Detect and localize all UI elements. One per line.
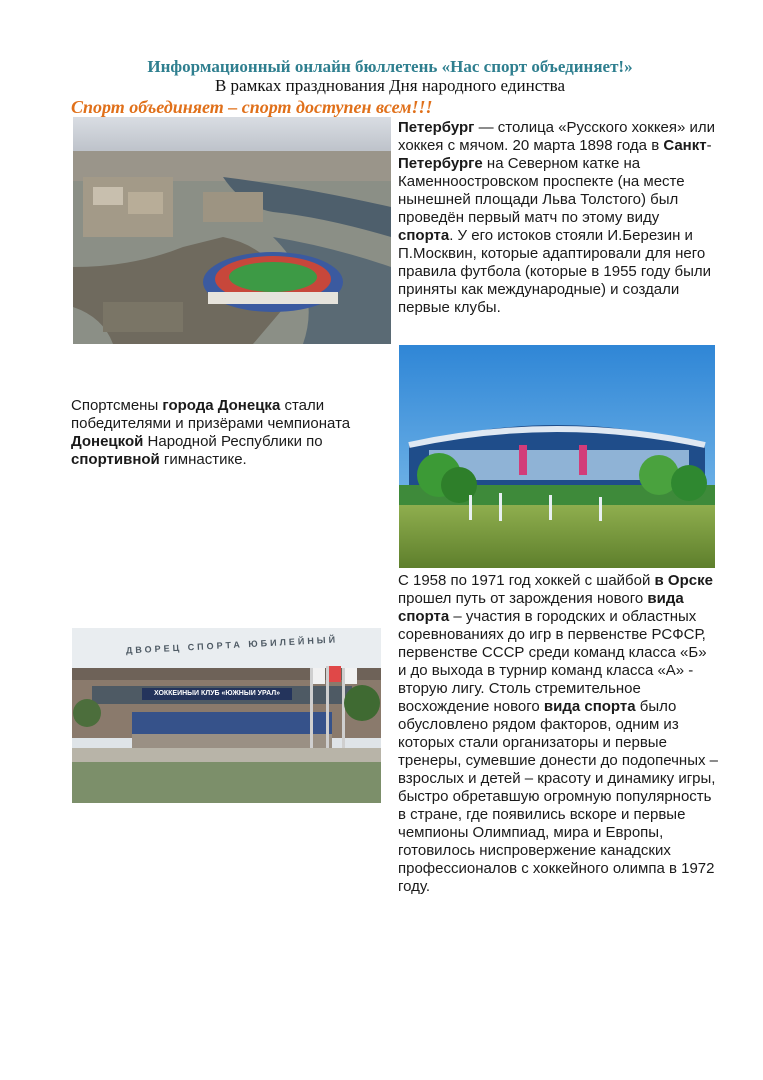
donetsk-bold-name: Донецкой [71,433,144,450]
donetsk-bold-sport: спортивной [71,451,160,468]
building-sign: ДВОРЕЦ СПОРТА ЮБИЛЕЙНЫЙ [125,634,339,656]
orsk-text-part: было обусловлено рядом факторов, одним из которых стали организаторы и первые тренеры, сумевшие донести до подопечных – взрослых и детей – красоту и динамику игры, быстро обретавшую огромную популярность в стране, где появились вскоре и первые чемпионы Олимпиад, мира и Европы, готовилось ниспровержение канадских профессионалов с хоккейного олимпа в 1972 году. [398,698,719,895]
donetsk-text-part: Народной Республики по [143,433,323,450]
spb-bold-1: Санкт [663,137,707,154]
donetsk-arena-photo [399,345,715,568]
bulletin-title: Информационный онлайн бюллетень «Нас спорт объединяет!» [147,57,633,76]
orsk-bold-sport-1: вида спорта [398,590,684,625]
donetsk-bold-city: города Донецка [162,397,281,414]
petersburg-text-part: . У его истоков стояли И.Березин и П.Москвин, которые адаптировали для него правила футбола (которые в 1955 году были приняты как международные) и создали первые клубы. [398,227,711,316]
petersburg-text-part: — столица «Русского хоккея» или хоккея с мячом. 20 марта 1898 года в [398,119,716,154]
bulletin-subtitle: В рамках празднования Дня народного единства [214,76,566,95]
orsk-text-part: прошел путь от зарождения нового [398,590,648,607]
spb-bold-2: Петербурге [398,155,483,172]
donetsk-text [71,397,371,469]
petersburg-text-part: на Северном катке на Каменноостровском проспекте (на месте нынешней площади Льва Толстого) был проведён первый матч по этому виду [398,155,685,226]
orsk-palace-photo [72,628,381,803]
petersburg-stadium-photo [73,117,391,344]
petersburg-text-part: - [706,137,712,154]
petersburg-text [398,119,716,317]
slogan: Спорт объединяет – спорт доступен всем!!! [71,97,433,117]
donetsk-text-part: Спортсмены [71,397,163,414]
donetsk-text-part: стали победителями и призёрами чемпионата [71,397,351,432]
orsk-text-part: – участия в городских и областных соревнованиях до игр в первенстве РСФСР, первенстве СССР среди команд класса «Б» и до выхода в турнир команд класса «А» - вторую лигу. Столь стремительное восхождение нового [398,608,707,715]
sport-bold: спорта [398,227,450,244]
donetsk-text-part: гимнастике. [159,451,247,468]
orsk-text [398,572,718,896]
orsk-bold-city: в Орске [654,572,713,589]
club-sign: ХОККЕЙНЫЙ КЛУБ «ЮЖНЫЙ УРАЛ» [153,690,281,697]
orsk-bold-sport-2: вида спорта [543,698,636,715]
orsk-text-part: С 1958 по 1971 год хоккей с шайбой [398,572,655,589]
petersburg-bold: Петербург [398,119,475,136]
